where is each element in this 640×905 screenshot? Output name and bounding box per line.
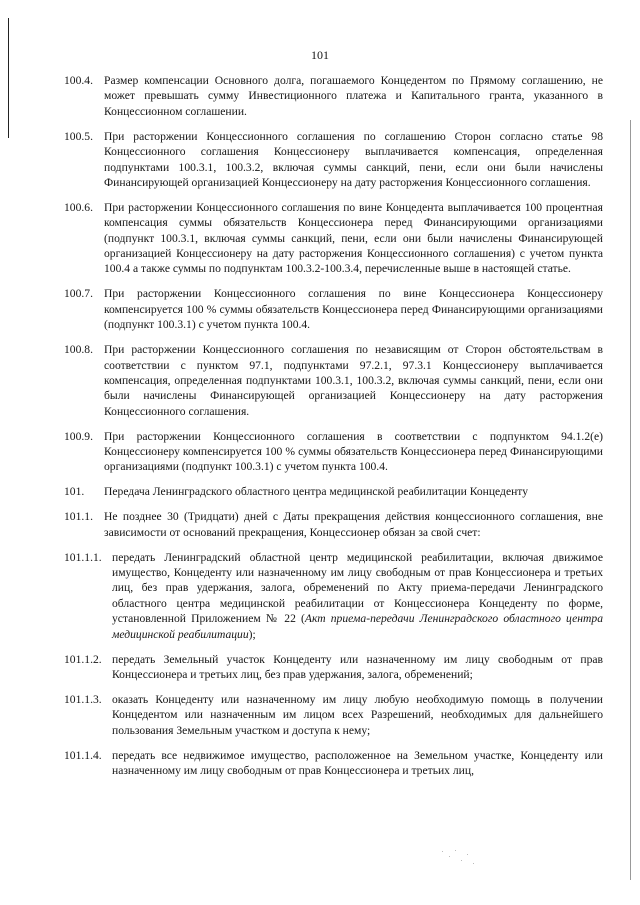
clause-101-1	[64, 509, 603, 540]
clause-100-7	[64, 286, 603, 332]
clause-text: При расторжении Концессионного соглашения по независящим от Сторон обстоятельствам в соответствии с пунктом 97.1, подпунктами 97.2.1, 97.3.1 Концессионеру выплачивается компенсация, определенная подпунктами 100.3.1, 100.3.2, включая суммы санкций, пени, если они были начислены Финансирующей организацией Концессионеру на дату расторжения Концессионного соглашения.	[104, 343, 603, 418]
clause-text: Размер компенсации Основного долга, погашаемого Концедентом по Прямому соглашению, не может превышать сумму Инвестиционного платежа и Капитального гранта, указанного в Концессионном соглашении.	[104, 74, 603, 118]
clause-number: 100.6.	[64, 200, 93, 214]
clause-101-1-2	[64, 652, 603, 683]
clause-text: передать все недвижимое имущество, расположенное на Земельном участке, Концеденту или назначенному им лицу свободным от прав Концессионера и третьих лиц,	[112, 748, 603, 777]
scan-edge-line-right	[630, 120, 631, 880]
clause-100-9	[64, 429, 603, 475]
clause-100-6	[64, 200, 603, 277]
clause-number: 101.1.2.	[64, 652, 102, 666]
clause-101-1-1	[64, 550, 603, 642]
page-number: 101	[311, 48, 329, 62]
clause-text: При расторжении Концессионного соглашения по вине Концедента выплачивается 100 процентная компенсация суммы обязательств Концессионера перед Финансирующими организациями (подпункт 100.3.1, включая суммы санкций, пени, если они были начислены Финансирующей организацией Концессионеру на дату расторжения Концессионного соглашения) с учетом пункта 100.4 а также суммы по подпунктам 100.3.2-100.3.4, перечисленные выше в настоящей статье.	[104, 200, 603, 276]
clause-text: При расторжении Концессионного соглашения по вине Концессионера Концессионеру компенсируется 100 % суммы обязательств Концессионера перед Финансирующими организациями (подпункт 100.3.1) с учетом пункта 100.4.	[104, 287, 603, 332]
scan-noise-dots	[440, 848, 480, 868]
clause-number: 100.8.	[64, 343, 93, 357]
clause-number: 100.4.	[64, 74, 93, 87]
section-title: Передача Ленинградского областного центра медицинской реабилитации Концеденту	[104, 485, 529, 499]
clause-number: 101.1.	[64, 510, 93, 524]
clause-text: Не позднее 30 (Тридцати) дней с Даты прекращения действия концессионного соглашения, вне зависимости от оснований прекращения, Концессионер обязан за свой счет:	[104, 510, 603, 539]
clause-101-1-4	[64, 748, 603, 779]
clause-100-8	[64, 342, 603, 419]
clause-text: оказать Концеденту или назначенному им лицу любую необходимую помощь в получении Концедентом или назначенным им лицом всех Разрешений, необходимых для дальнейшего пользования Земельным участком и доступа к нему;	[112, 692, 603, 737]
scan-edge-line-left	[8, 18, 9, 138]
clause-number: 100.7.	[64, 287, 93, 301]
clause-100-4	[64, 73, 603, 119]
clause-number: 101.1.3.	[64, 692, 102, 706]
clause-101-1-3	[64, 692, 603, 738]
clause-text: передать Земельный участок Концеденту или назначенному им лицу свободным от прав Концессионера и третьих лиц, без прав удержания, залога, обременений;	[112, 652, 603, 681]
document-body	[64, 73, 603, 788]
clause-number: 100.5.	[64, 129, 93, 143]
clause-number: 101.	[64, 485, 85, 499]
clause-number: 101.1.4.	[64, 748, 102, 762]
clause-italic-text: Акт приема-передачи Ленинградского областного центра медицинской реабилитации	[112, 612, 603, 641]
clause-text: При расторжении Концессионного соглашения в соответствии с подпунктом 94.1.2(e) Концессионеру компенсируется 100 % суммы обязательств Концессионера перед Финансирующими организациями (подпункт 100.3.1) с учетом пункта 100.4.	[104, 429, 603, 474]
clause-number: 100.9.	[64, 429, 93, 443]
clause-text-tail: );	[248, 627, 256, 641]
section-101-heading	[64, 484, 603, 499]
clause-text: При расторжении Концессионного соглашения по соглашению Сторон согласно статье 98 Концессионного соглашения Концессионеру выплачивается компенсация, определенная подпунктами 100.3.1, 100.3.2, включая суммы санкций, пени, если они были начислены Финансирующей организацией Концессионеру на дату расторжения Концессионного соглашения.	[104, 129, 603, 189]
clause-number: 101.1.1.	[64, 550, 102, 564]
clause-text: передать Ленинградский областной центр медицинской реабилитации, включая движимое имущество, Концеденту или назначенному им лицу свободным от прав Концессионера и третьих лиц, без прав удержания, залога, обременений по Акту приема-передачи Ленинградского областного центра медицинской реабилитации от Концессионера Концеденту по форме, установленной Приложением № 22 (	[112, 550, 603, 626]
clause-100-5	[64, 129, 603, 191]
